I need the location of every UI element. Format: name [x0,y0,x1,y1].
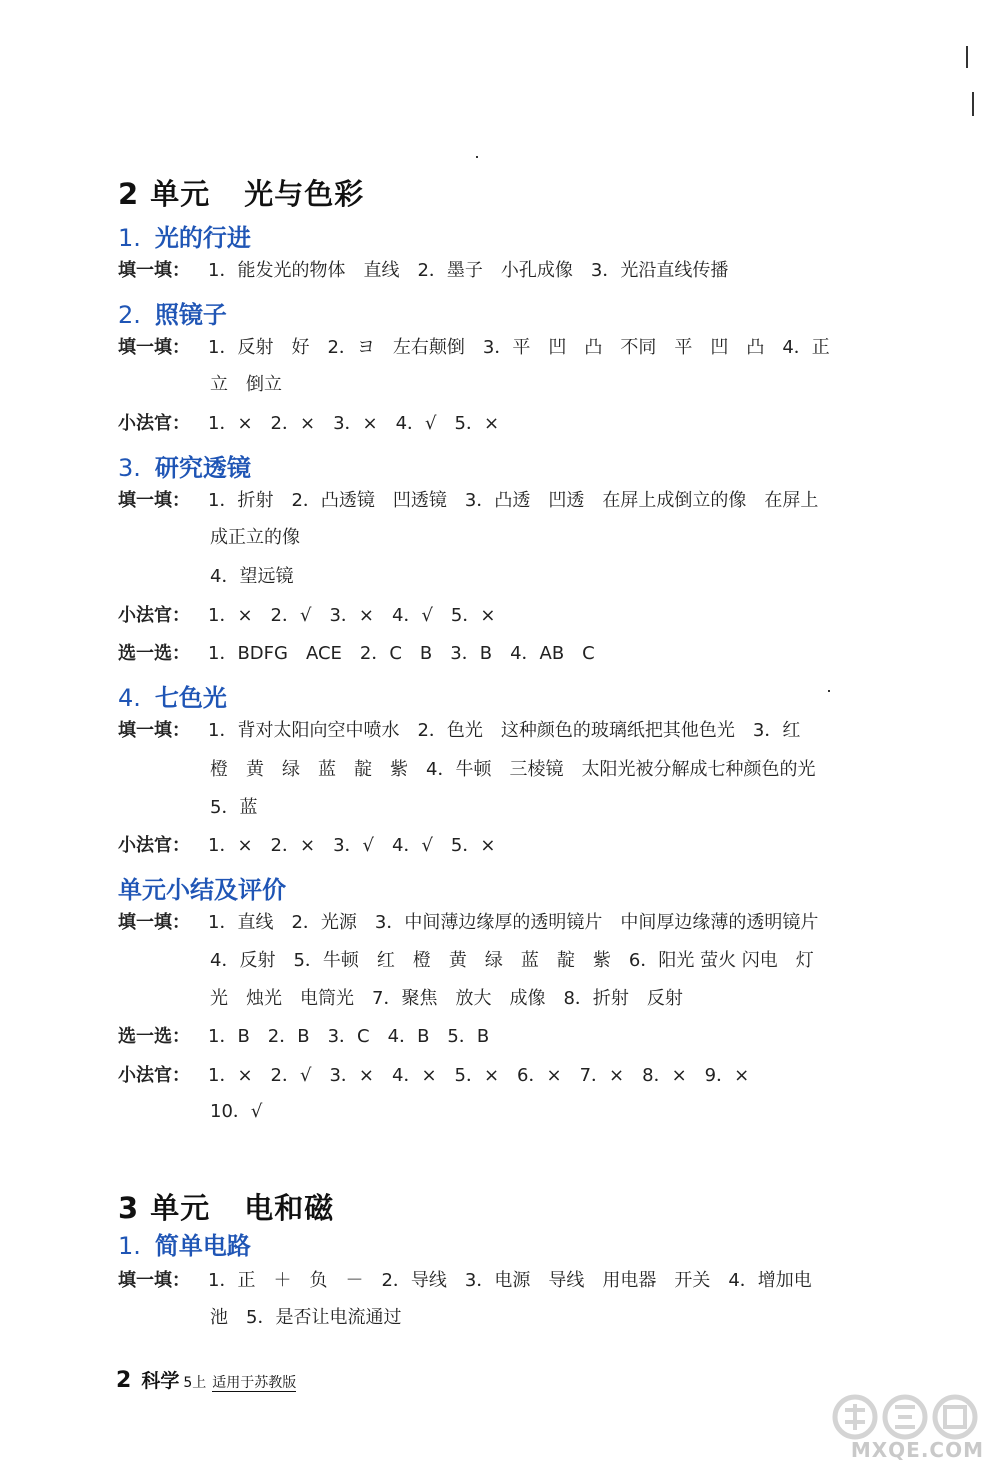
scan-mark [966,46,968,68]
section-number: 1. [118,1232,141,1260]
answer-text: 1．反射 好 2．ヨ 左右颠倒 3．平 凹 凸 不同 平 凹 凸 4．正 [208,337,830,358]
section-title: 研究透镜 [154,454,251,482]
answer-row [118,635,595,673]
section-number: 1. [118,224,141,252]
edition-label: 适用于苏教版 [212,1375,297,1391]
section-title: 光的行进 [154,224,251,252]
answer-continuation: 橙 黄 绿 蓝 靛 紫 4．牛顿 三棱镜 太阳光被分解成七种颜色的光 [210,759,816,780]
section-title: 简单电路 [154,1232,251,1260]
question-type-label: 小法官： [118,605,190,626]
answer-text: 1．× 2．× 3．√ 4．√ 5．× [208,835,496,856]
answer-text: 1．× 2．√ 3．× 4．√ 5．× [208,605,496,626]
question-type-label: 选一选： [118,1026,190,1047]
unit-3-subtitle: 电和磁 [244,1191,335,1225]
question-type-label: 小法官： [118,835,190,856]
unit-2-subtitle: 光与色彩 [244,177,365,211]
section-title: 照镜子 [154,301,227,329]
answer-row [118,597,495,635]
section-heading [118,870,286,905]
question-type-label: 填一填： [118,720,190,741]
answer-continuation: 10．√ [210,1101,263,1122]
answer-continuation: 成正立的像 [210,527,300,548]
answer-row [118,405,499,443]
answer-continuation: 5．蓝 [210,797,258,818]
answer-text: 1．正 ＋ 负 － 2．导线 3．电源 导线 用电器 开关 4．增加电 [208,1270,812,1291]
unit-2-heading [118,172,364,213]
watermark-site-text: MXQE.COM [850,1438,984,1462]
section-heading [118,448,251,483]
section-heading [118,678,227,713]
answer-text: 1．折射 2．凸透镜 凹透镜 3．凸透 凹透 在屏上成倒立的像 在屏上 [208,490,819,511]
section-number: 4. [118,684,141,712]
answer-text: 1．B 2．B 3．C 4．B 5．B [208,1026,490,1047]
section-title: 七色光 [154,684,227,712]
answer-text: 1．能发光的物体 直线 2．墨子 小孔成像 3．光沿直线传播 [208,260,729,281]
answer-row [118,827,495,865]
question-type-label: 选一选： [118,643,190,664]
section-heading [118,218,251,253]
unit-3-title: 3 单元 [118,1191,211,1225]
unit-2-title: 2 单元 [118,177,211,211]
answer-row [118,482,818,520]
answer-row [118,904,818,942]
scan-dot [828,690,830,692]
answer-text: 1．× 2．× 3．× 4．√ 5．× [208,413,500,434]
question-type-label: 小法官： [118,1065,190,1086]
watermark [820,1392,990,1466]
question-type-label: 填一填： [118,912,190,933]
section-number: 2. [118,301,141,329]
question-type-label: 填一填： [118,490,190,511]
answer-continuation: 池 5．是否让电流通过 [210,1307,402,1328]
answer-continuation: 4．反射 5．牛顿 红 橙 黄 绿 蓝 靛 紫 6．阳光 萤火 闪电 灯 [210,950,814,971]
answer-continuation: 4．望远镜 [210,566,294,587]
grade-label: 5上 [183,1375,207,1391]
question-type-label: 填一填： [118,1270,190,1291]
scan-mark [972,92,974,116]
answer-row [118,1262,812,1300]
answer-text: 1．直线 2．光源 3．中间薄边缘厚的透明镜片 中间厚边缘薄的透明镜片 [208,912,819,933]
answer-text: 1．BDFG ACE 2．C B 3．B 4．AB C [208,643,595,664]
section-heading [118,295,227,330]
answer-row [118,1057,749,1095]
answer-text: 1．背对太阳向空中喷水 2．色光 这种颜色的玻璃纸把其他色光 3．红 [208,720,801,741]
answer-row [118,329,830,367]
answer-text: 1．× 2．√ 3．× 4．× 5．× 6．× 7．× 8．× 9．× [208,1065,750,1086]
page-footer [116,1366,296,1393]
section-number: 3. [118,454,141,482]
question-type-label: 填一填： [118,337,190,358]
question-type-label: 小法官： [118,413,190,434]
page-number: 2 [116,1368,132,1393]
scan-dot [476,156,478,158]
answer-row [118,252,728,290]
answer-row [118,1018,489,1056]
answer-row [118,712,800,750]
answer-circle-logo-icon [820,1392,990,1442]
section-title: 单元小结及评价 [118,876,286,904]
answer-continuation: 光 烛光 电筒光 7．聚焦 放大 成像 8．折射 反射 [210,988,683,1009]
answer-continuation: 立 倒立 [210,374,282,395]
subject-label: 科学 [141,1370,180,1392]
question-type-label: 填一填： [118,260,190,281]
unit-3-heading [118,1186,334,1227]
section-heading [118,1226,251,1261]
